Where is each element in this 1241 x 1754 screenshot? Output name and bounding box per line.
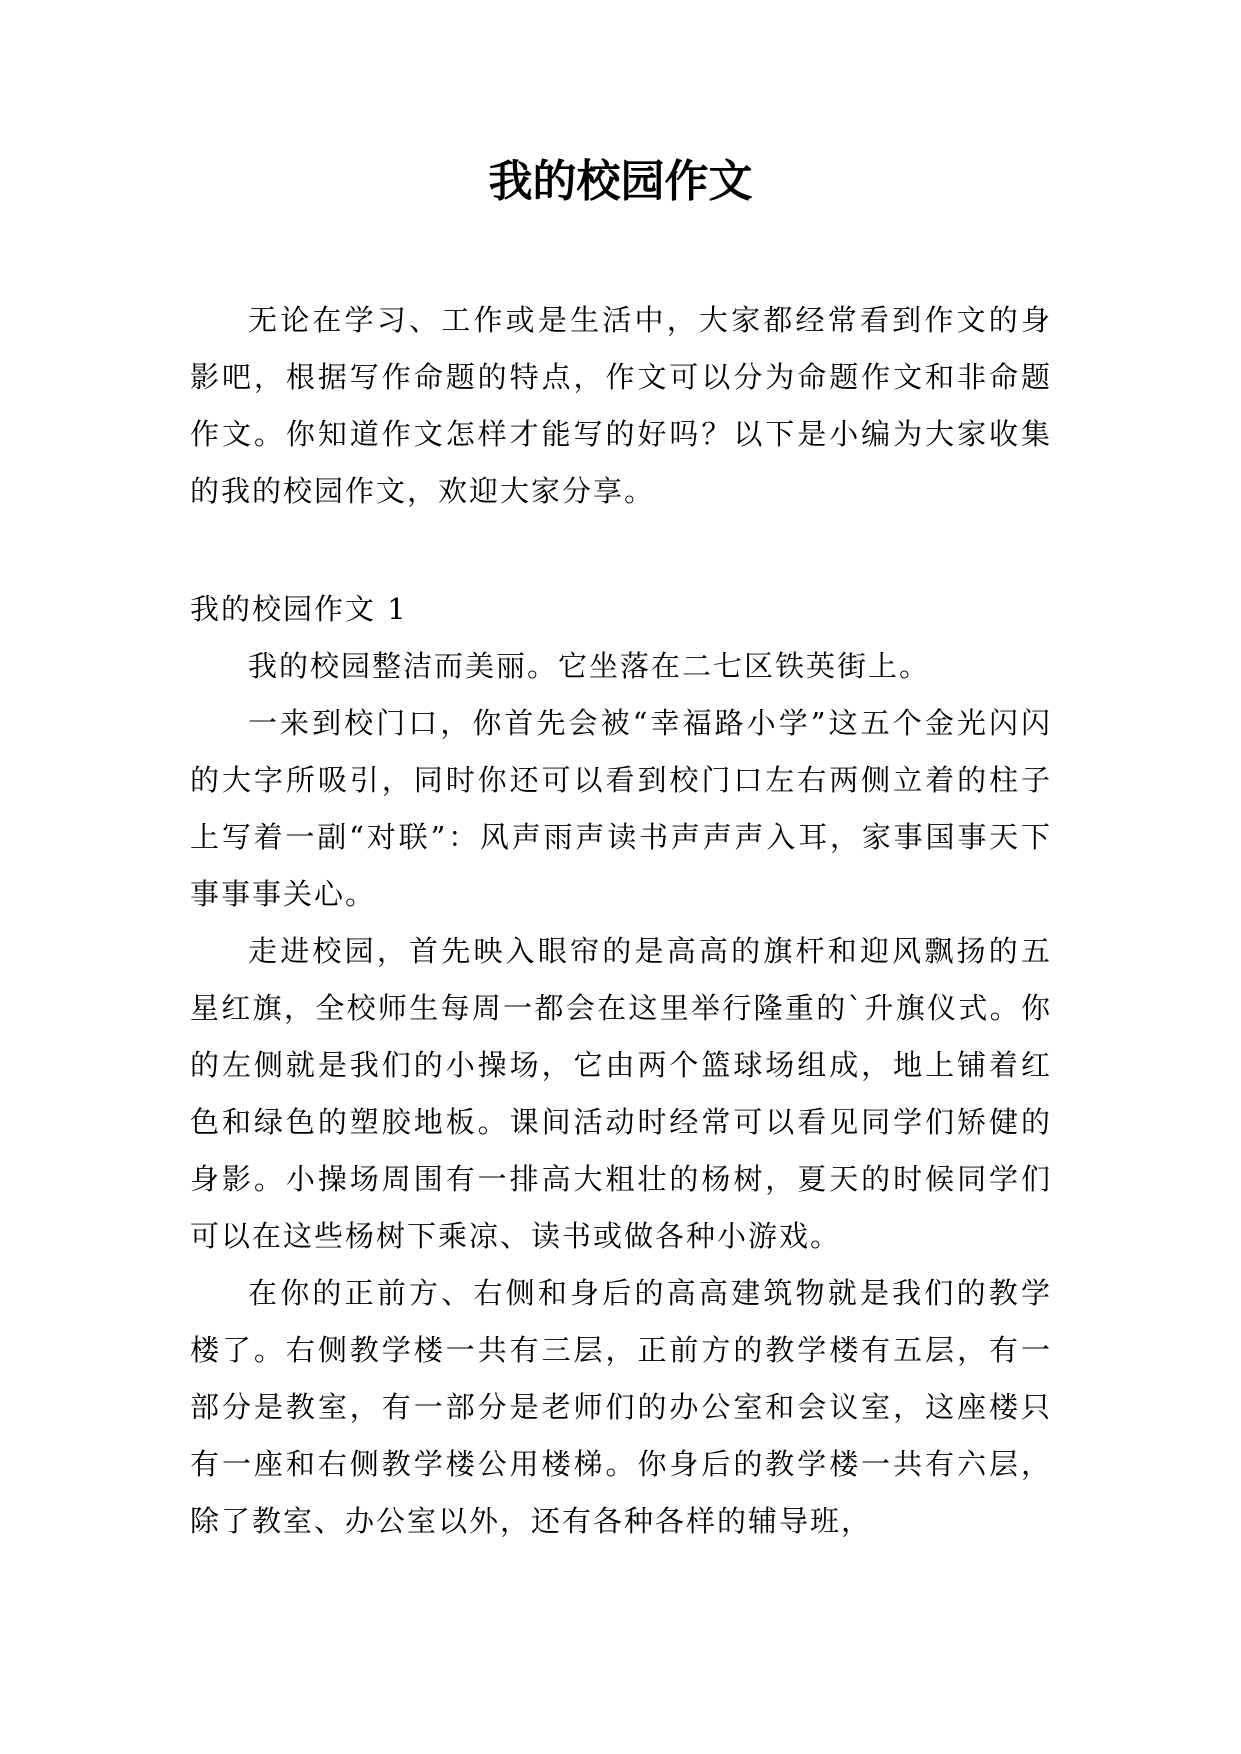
section-heading: 我的校园作文 1	[190, 592, 408, 626]
essay-paragraph: 走进校园，首先映入眼帘的是高高的旗杆和迎风飘扬的五星红旗，全校师生每周一都会在这里举行隆重的`升旗仪式。你的左侧就是我们的小操场，它由两个篮球场组成，地上铺着红色和绿色的塑胶地板。课间活动时经常可以看见同学们矫健的身影。小操场周围有一排高大粗壮的杨树，夏天的时候同学们可以在这些杨树下乘凉、读书或做各种小游戏。	[190, 934, 1052, 1253]
essay-paragraph: 我的校园整洁而美丽。它坐落在二七区铁英街上。	[248, 649, 931, 683]
essay-paragraph: 在你的正前方、右侧和身后的高高建筑物就是我们的教学楼了。右侧教学楼一共有三层，正前方的教学楼有五层，有一部分是教室，有一部分是老师们的办公室和会议室，这座楼只有一座和右侧教学楼公用楼梯。你身后的教学楼一共有六层，除了教室、办公室以外，还有各种各样的辅导班，	[190, 1276, 1052, 1538]
intro-paragraph: 无论在学习、工作或是生活中，大家都经常看到作文的身影吧，根据写作命题的特点，作文可以分为命题作文和非命题作文。你知道作文怎样才能写的好吗？以下是小编为大家收集的我的校园作文，欢迎大家分享。	[190, 303, 1052, 508]
essay-paragraph: 一来到校门口，你首先会被“幸福路小学”这五个金光闪闪的大字所吸引，同时你还可以看到校门口左右两侧立着的柱子上写着一副“对联”：风声雨声读书声声声入耳，家事国事天下事事事关心。	[190, 706, 1052, 911]
document-title: 我的校园作文	[488, 156, 753, 207]
essay-section	[190, 581, 1052, 1550]
intro-block	[190, 292, 1052, 520]
